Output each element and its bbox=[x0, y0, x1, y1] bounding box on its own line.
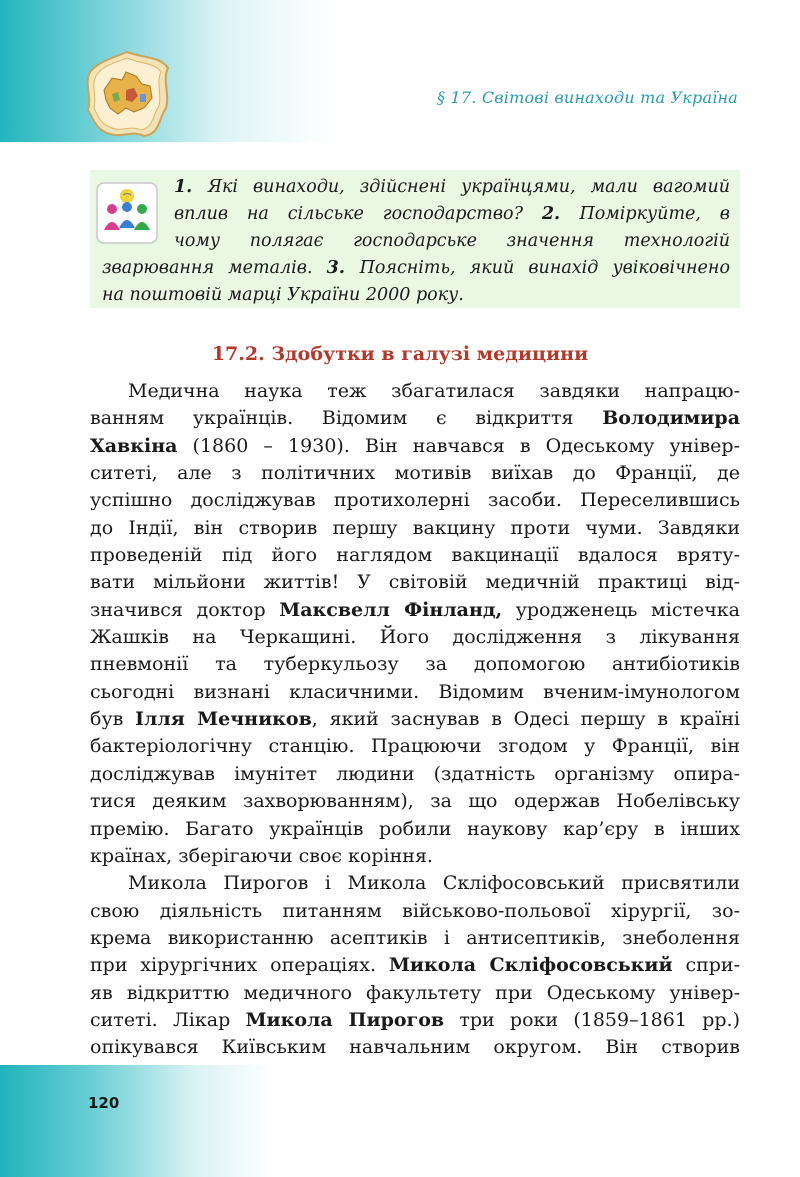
text-line: успішно досліджував протихолерні засоби. Переселившись bbox=[90, 489, 740, 512]
question-line: вплив на сільське господарство? 2. Поміркуйте, в bbox=[174, 204, 730, 224]
text-line: бактеріологічну станцію. Працюючи згодом у Франції, він bbox=[90, 735, 740, 758]
question-line: чому полягає господарське значення технологій bbox=[174, 231, 730, 251]
text-line: тися деяким захворюванням), за що одержав Нобелівську bbox=[90, 790, 740, 813]
text-line: ванням українців. Відомим є відкриття Володимира bbox=[90, 407, 740, 430]
review-questions bbox=[102, 174, 730, 309]
text-line: ситеті, але з політичних мотивів виїхав до Франції, де bbox=[90, 462, 740, 485]
text-line: проведеній під його наглядом вакцинації вдалося вряту- bbox=[90, 544, 740, 567]
text-line: Хавкіна (1860 – 1930). Він навчався в Одеському універ- bbox=[90, 434, 740, 457]
text-line: вати мільйони життів! У світовій медичній практиці від- bbox=[90, 571, 740, 594]
question-line: зварювання металів. 3. Поясніть, який винахід увіковічнено bbox=[102, 258, 730, 278]
text-line: опікувався Київським навчальним округом. Він створив bbox=[90, 1036, 740, 1059]
text-line: яв відкриттю медичного факультету при Одеському універ- bbox=[90, 981, 740, 1004]
body-text bbox=[90, 378, 740, 1062]
text-line: досліджував імунітет людини (здатність організму опира- bbox=[90, 762, 740, 785]
text-line: ситеті. Лікар Микола Пирогов три роки (1859–1861 рр.) bbox=[90, 1008, 740, 1031]
question-line: 1. Які винаходи, здійснені українцями, мали вагомий bbox=[174, 177, 730, 197]
text-line: пневмонії та туберкульозу за допомогою антибіотиків bbox=[90, 653, 740, 676]
text-line: премію. Багато українців робили наукову кар’єру в інших bbox=[90, 817, 740, 840]
text-line: свою діяльність питанням військово-польової хірургії, зо- bbox=[90, 899, 740, 922]
footer-band bbox=[0, 1065, 800, 1177]
page-number: 120 bbox=[88, 1094, 120, 1112]
text-line: був Ілля Мечников, який заснував в Одесі першу в країні bbox=[90, 708, 740, 731]
text-line: Микола Пирогов і Микола Скліфосовський присвятили bbox=[128, 872, 740, 895]
question-line: на поштовій марці України 2000 року. bbox=[102, 285, 464, 305]
section-title: 17.2. Здобутки в галузі медицини bbox=[211, 343, 589, 365]
text-line: Медична наука теж збагатилася завдяки напрацю- bbox=[128, 380, 740, 402]
text-line: до Індії, він створив першу вакцину проти чуми. Завдяки bbox=[90, 516, 740, 539]
text-line: Жашків на Черкащині. Його дослідження з лікування bbox=[90, 626, 740, 649]
europe-map-emblem-icon bbox=[82, 50, 172, 140]
text-line: країнах, зберігаючи своє коріння. bbox=[90, 844, 433, 867]
text-line: сьогодні визнані класичними. Відомим вченим-імунологом bbox=[90, 680, 740, 703]
text-line: при хірургічних операціях. Микола Скліфосовський спри- bbox=[90, 954, 740, 977]
text-line: крема використанню асептиків і антисептиків, знеболення bbox=[90, 926, 740, 949]
page-header-title: § 17. Світові винаходи та Україна bbox=[437, 88, 738, 107]
text-line: значився доктор Максвелл Фінланд, уродженець містечка bbox=[90, 598, 740, 621]
